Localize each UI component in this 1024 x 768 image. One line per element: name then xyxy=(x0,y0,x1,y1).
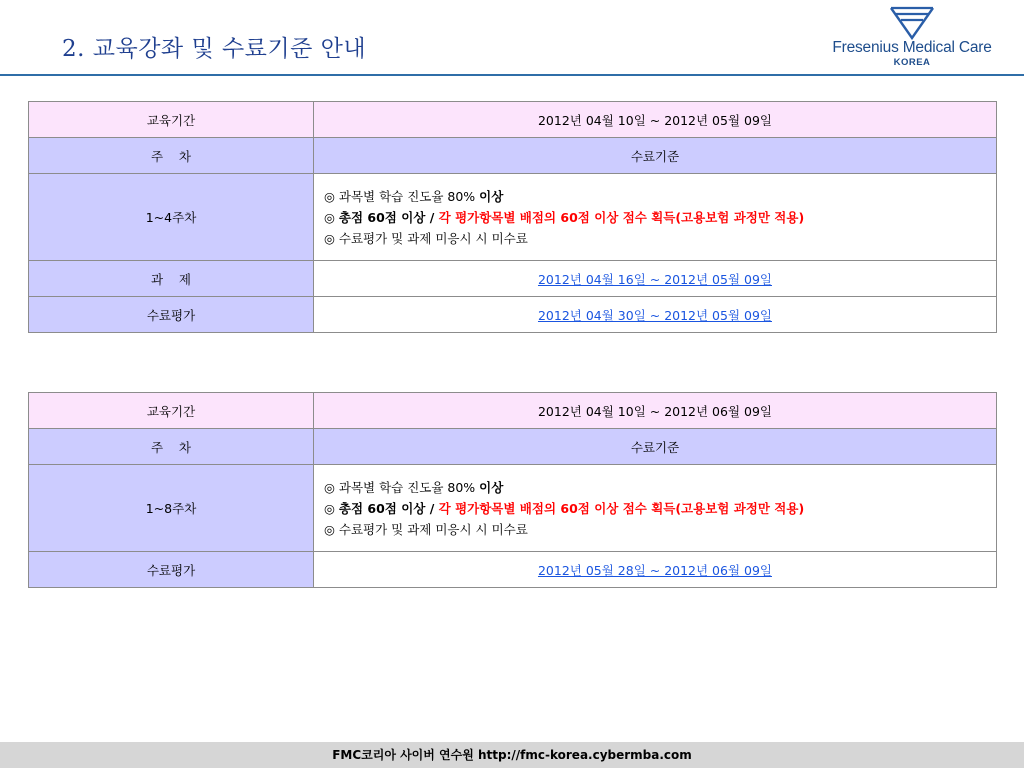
criteria-row xyxy=(29,465,997,552)
page-title: 2. 교육강좌 및 수료기준 안내 xyxy=(62,36,367,62)
header-row xyxy=(29,429,997,465)
exam-row xyxy=(29,297,997,333)
logo-wordmark: Fresenius Medical Care xyxy=(832,39,992,56)
period-label: 교육기간 xyxy=(29,393,314,429)
company-logo xyxy=(822,6,1002,70)
exam-period-cell xyxy=(314,297,997,333)
period-row xyxy=(29,102,997,138)
course-table-2 xyxy=(28,392,997,588)
title-divider xyxy=(0,74,1024,76)
period-row xyxy=(29,393,997,429)
week-range: 1~8주차 xyxy=(29,465,314,552)
criteria-row xyxy=(29,174,997,261)
criteria-cell xyxy=(314,465,997,552)
assignment-label: 과 제 xyxy=(29,261,314,297)
assignment-period-cell xyxy=(314,261,997,297)
period-value: 2012년 04월 10일 ~ 2012년 06월 09일 xyxy=(314,393,997,429)
exam-period-cell xyxy=(314,552,997,588)
period-label: 교육기간 xyxy=(29,102,314,138)
course-table-1 xyxy=(28,101,997,333)
criteria-line-score: ◎ 총점 60점 이상 / 각 평가항목별 배점의 60점 이상 점수 획득(고용보험 과정만 적용) xyxy=(324,500,805,516)
logo-country: KOREA xyxy=(893,57,931,68)
exam-label: 수료평가 xyxy=(29,552,314,588)
criteria-header: 수료기준 xyxy=(314,429,997,465)
week-header: 주 차 xyxy=(29,429,314,465)
criteria-line-progress: ◎ 과목별 학습 진도율 80% 이상 xyxy=(324,479,504,495)
criteria-line-fail: ◎ 수료평가 및 과제 미응시 시 미수료 xyxy=(324,230,528,246)
week-header: 주 차 xyxy=(29,138,314,174)
assignment-row xyxy=(29,261,997,297)
footer-text: FMC코리아 사이버 연수원 http://fmc-korea.cybermba.com xyxy=(332,748,692,762)
criteria-line-score: ◎ 총점 60점 이상 / 각 평가항목별 배점의 60점 이상 점수 획득(고용보험 과정만 적용) xyxy=(324,209,805,225)
fresenius-logo-icon xyxy=(888,6,936,40)
criteria-line-fail: ◎ 수료평가 및 과제 미응시 시 미수료 xyxy=(324,521,528,537)
header-row xyxy=(29,138,997,174)
exam-row xyxy=(29,552,997,588)
week-range: 1~4주차 xyxy=(29,174,314,261)
period-value: 2012년 04월 10일 ~ 2012년 05월 09일 xyxy=(314,102,997,138)
assignment-period-link[interactable]: 2012년 04월 16일 ~ 2012년 05월 09일 xyxy=(537,271,772,287)
footer-bar xyxy=(0,742,1024,768)
exam-label: 수료평가 xyxy=(29,297,314,333)
exam-period-link[interactable]: 2012년 05월 28일 ~ 2012년 06월 09일 xyxy=(537,562,772,578)
criteria-header: 수료기준 xyxy=(314,138,997,174)
criteria-cell xyxy=(314,174,997,261)
exam-period-link[interactable]: 2012년 04월 30일 ~ 2012년 05월 09일 xyxy=(537,307,772,323)
criteria-line-progress: ◎ 과목별 학습 진도율 80% 이상 xyxy=(324,188,504,204)
